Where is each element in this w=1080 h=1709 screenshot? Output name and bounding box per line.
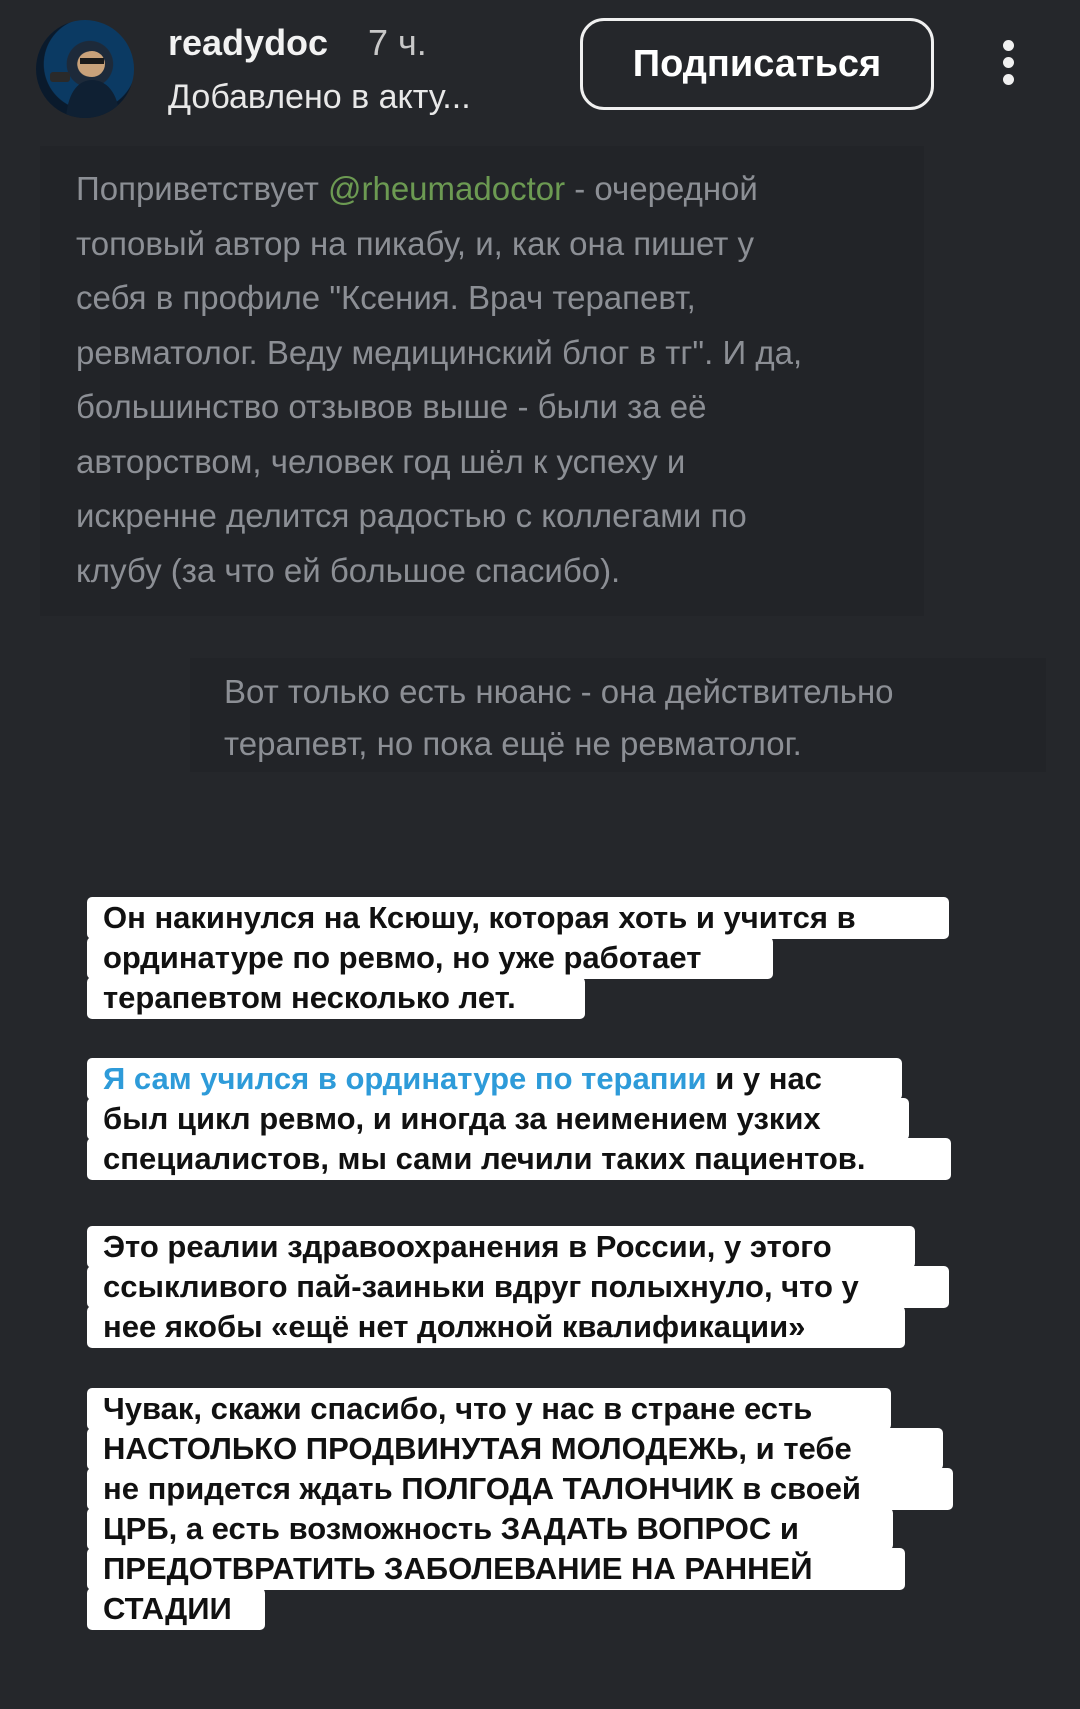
post-time: 7 ч. — [368, 22, 427, 63]
quoted-post-1-text: Поприветствует @rheumadoctor - очередной топовый автор на пикабу, и, как она пишет у себя в профиле "Ксения. Врач терапевт, ревматолог. Веду медицинский блог в тг". И да, большинство отзывов выше - были за её авторством, человек год шёл к успеху и искренне делится радостью с коллегами по клубу (за что ей большое спасибо). — [76, 170, 803, 589]
avatar[interactable] — [36, 20, 134, 118]
story-header — [0, 0, 1080, 130]
caption-line: Чувак, скажи спасибо, что у нас в стране есть — [87, 1388, 891, 1430]
username[interactable]: readydoc — [168, 22, 329, 63]
follow-button[interactable]: Подписаться — [580, 18, 934, 110]
caption-line-red: ПРЕДОТВРАТИТЬ ЗАБОЛЕВАНИЕ НА РАННЕЙ — [87, 1548, 905, 1590]
caption-line: был цикл ревмо, и иногда за неимением узких — [87, 1098, 909, 1140]
quoted-post-2 — [190, 658, 1046, 772]
caption-line: нее якобы «ещё нет должной квалификации» — [87, 1306, 905, 1348]
caption-line: НАСТОЛЬКО ПРОДВИНУТАЯ МОЛОДЕЖЬ, и тебе — [87, 1428, 943, 1470]
caption-line-red: СТАДИИ — [87, 1588, 265, 1630]
caption-line: терапевтом несколько лет. — [87, 977, 585, 1019]
caption-line: ЦРБ, а есть возможность ЗАДАТЬ ВОПРОС и — [87, 1508, 893, 1550]
mention-link: @rheumadoctor — [327, 170, 566, 207]
quoted-post-2-text: Вот только есть нюанс - она действительно терапевт, но пока ещё не ревматолог. — [224, 673, 894, 762]
caption-highlight-blue: Я сам учился в ординатуре по терапии — [103, 1061, 707, 1096]
quoted-post-1 — [40, 146, 924, 616]
caption-line: Это реалии здравоохранения в России, у этого — [87, 1226, 915, 1268]
caption-line: ссыкливого пай-заиньки вдруг полыхнуло, что у — [87, 1266, 949, 1308]
avatar-photo-icon — [36, 20, 134, 118]
caption-line: ординатуре по ревмо, но уже работает — [87, 937, 773, 979]
caption-line: Он накинулся на Ксюшу, которая хоть и учится в — [87, 897, 949, 939]
highlight-subtitle[interactable]: Добавлено в акту... — [168, 78, 471, 116]
caption-line: Я сам учился в ординатуре по терапии и у нас — [87, 1058, 902, 1100]
caption-line: специалистов, мы сами лечили таких пациентов. — [87, 1138, 951, 1180]
more-options-icon[interactable] — [994, 40, 1022, 92]
caption-line: не придется ждать ПОЛГОДА ТАЛОНЧИК в своей — [87, 1468, 953, 1510]
